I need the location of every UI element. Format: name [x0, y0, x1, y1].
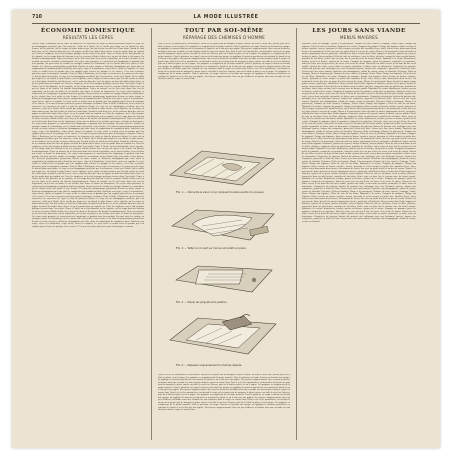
figure-3-caption: FIG. 3. — Piquer les poignets et le plastron. — [176, 301, 228, 304]
figure-2-illustration — [162, 202, 282, 246]
column-divider — [296, 28, 297, 440]
column-subtitle: RÉPARAGE DES CHEMISES D'HOMME — [182, 35, 266, 40]
figure-1-illustration — [162, 145, 282, 189]
column-economie — [32, 28, 144, 447]
column-title: TOUT PAR SOI-MÊME — [184, 28, 264, 34]
column-body: Déjeuner: Œufs au fromage, Morue à la provençale, Pommes de terre sautées, Fromage, Fruits. Dîner: Potage aux légumes, Filets de sole au vin blanc, Épinards à la crème, Compote de pommes. Potage aux légumes: faites revenir au beurre carottes, navets, poireaux et céleri coupés en petits dés; mouillez d'eau, salez, laissez cuire doucement deux heures. Au moment de servir, liez avec un jaune d'œuf et un peu de crème. Morue à la provençale: faites dessaler la morue vingt-quatre heures, pochez-la, effeuillez-la; faites revenir dans l'huile oignons et tomates, ajoutez ail et persil, mettez la morue, laissez mijoter. Filets de sole au vin blanc: levez les filets, pliez-les, rangez-les dans un plat beurré, mouillez de vin blanc, faites cuire au four, liez la cuisson avec du beurre manié. Épinards à la crème: blanchissez, hachez, passez au beurre, ajoutez de la crème. Compote de pommes: pelez les pommes, coupez-les en quartiers, faites-les cuire avec un peu d'eau, de sucre et de zeste de citron. Gâteau de riz: faites crever le riz dans du lait sucré vanillé, ajoutez des œufs, versez dans un moule caramélisé et faites cuire au bain-marie. Croquettes de poisson: hachez du poisson cuit, mélangez avec une béchamel épaisse, formez des croquettes, panez-les et faites-les frire. Servez avec une sauce tomate. Omelette aux champignons, salade de saison, crème au chocolat. Déjeuner: Œufs au fromage, Morue à la provençale, Pommes de terre sautées, Fromage, Fruits. Dîner: Potage aux légumes, Filets de sole au vin blanc, Épinards à la crème, Compote de pommes. Potage aux légumes: faites revenir au beurre carottes, navets, poireaux et céleri coupés en petits dés; mouillez d'eau, salez, laissez cuire doucement deux heures. Au moment de servir, liez avec un jaune d'œuf et un peu de crème. Morue à la provençale: faites dessaler la morue vingt-quatre heures, pochez-la, effeuillez-la; faites revenir dans l'huile oignons et tomates, ajoutez ail et persil, mettez la morue, laissez mijoter. Filets de sole au vin blanc: levez les filets, pliez-les, rangez-les dans un plat beurré, mouillez de vin blanc, faites cuire au four, liez la cuisson avec du beurre manié. Épinards à la crème: blanchissez, hachez, passez au beurre, ajoutez de la crème. Compote de pommes: pelez les pommes, coupez-les en quartiers, faites-les cuire avec un peu d'eau, de sucre et de zeste de citron. Gâteau de riz: faites crever le riz dans du lait sucré vanillé, ajoutez des œufs, versez dans un moule caramélisé et faites cuire au bain-marie. Croquettes de poisson: hachez du poisson cuit, mélangez avec une béchamel épaisse, formez des croquettes, panez-les et faites-les frire. Servez avec une sauce tomate. Omelette aux champignons, salade de saison, crème au chocolat. Déjeuner: Œufs au fromage, Morue à la provençale, Pommes de terre sautées, Fromage, Fruits. Dîner: Potage aux légumes, Filets de sole au vin blanc, Épinards à la crème, Compote de pommes. Potage aux légumes: faites revenir au beurre carottes, navets, poireaux et céleri coupés en petits dés; mouillez d'eau, salez, laissez cuire doucement deux heures. Au moment de servir, liez avec un jaune d'œuf et un peu de crème. Morue à la provençale: faites dessaler la morue vingt-quatre heures, pochez-la, effeuillez-la; faites revenir dans l'huile oignons et tomates, ajoutez ail et persil, mettez la morue, laissez mijoter. Filets de sole au vin blanc: levez les filets, pliez-les, rangez-les dans un plat beurré, mouillez de vin blanc, faites cuire au four, liez la cuisson avec du beurre manié. Épinards à la crème: blanchissez, hachez, passez au beurre, ajoutez de la crème. Compote de pommes: pelez les pommes, coupez-les en quartiers, faites-les cuire avec un peu d'eau, de sucre et de zeste de citron. Gâteau de riz: faites crever le riz dans du lait sucré vanillé, ajoutez des œufs, versez dans un moule caramélisé et faites cuire au bain-marie. Croquettes de poisson: hachez du poisson cuit, mélangez avec une béchamel épaisse, formez des croquettes, panez-les et faites-les frire. Servez avec une sauce tomate. Omelette aux champignons, salade de saison, crème au chocolat. Déjeuner: Œufs au fromage, Morue à la provençale, Pommes de terre sautées, Fromage, Fruits. Dîner: Potage aux légumes, Filets de sole au vin blanc, Épinards à la crème, Compote de pommes. Potage aux légumes: faites revenir au beurre carottes, navets, poireaux et céleri coupés en petits dés; mouillez d'eau, salez, laissez cuire doucement deux heures. Au moment de servir, liez avec un jaune d'œuf et un peu de crème. Morue à la provençale: faites dessaler la morue vingt-quatre heures, pochez-la, effeuillez-la; faites revenir dans l'huile oignons et tomates, ajoutez ail et persil, mettez la morue, laissez mijoter. Filets de sole au vin blanc: levez les filets, pliez-les, rangez-les dans un plat beurré, mouillez de vin blanc, faites cuire au four, liez la cuisson avec du beurre manié. Épinards à la crème: blanchissez, hachez, passez au beurre, ajoutez de la crème. Compote de pommes: pelez les pommes, coupez-les en quartiers, faites-les cuire avec un peu d'eau, de sucre et de zeste de citron. Gâteau de riz: faites crever le riz dans du lait sucré vanillé, ajoutez des œufs, versez dans un moule caramélisé et faites cuire au bain-marie. Croquettes de poisson: hachez du poisson cuit, mélangez avec une béchamel épaisse, formez des croquettes, panez-les et faites-les frire. Servez avec une sauce tomate. Omelette aux champignons, salade de saison, crème au chocolat. Déjeuner: Œufs au fromage, Morue à la provençale, Pommes de terre sautées, Fromage, Fruits. Dîner: Potage aux légumes, Filets de sole au vin blanc, Épinards à la crème, Compote de pommes. Potage aux légumes: faites revenir au beurre carottes, navets, poireaux et céleri coupés en petits dés; mouillez d'eau, salez, laissez cuire doucement deux heures. Au moment de servir, liez avec un jaune d'œuf et un peu de crème. Morue à la provençale: faites dessaler la morue vingt-quatre heures, pochez-la, effeuillez-la; faites revenir dans l'huile oignons et tomates, ajoutez ail et persil, mettez la morue, laissez mijoter. Filets de sole au vin blanc: levez les filets, pliez-les, rangez-les dans un plat beurré, mouillez de vin blanc, faites cuire au four, liez la cuisson avec du beurre manié. Épinards à la crème: blanchissez, hachez, passez au beurre, ajoutez de la crème. Compote de pommes: pelez les pommes, coupez-les en quartiers, faites-les cuire avec un peu d'eau, de sucre et de zeste de citron. Gâteau de riz: faites crever le riz dans du lait sucré vanillé, ajoutez des œufs, versez dans un moule caramélisé et faites cuire au bain-marie. Croquettes de poisson: hachez du poisson cuit, mélangez avec une béchamel épaisse, formez des croquettes, panez-les et faites-les frire. Servez avec une sauce tomate. Omelette aux champignons, salade de saison, crème au chocolat. Déjeuner: Œufs au fromage, Morue à la provençale, Pommes de terre sautées, Fromage, Fruits. Dîner: Potage aux légumes, Filets de sole au vin blanc, Épinards à la crème, Compote de pommes. Potage aux légumes: faites revenir au beurre carottes, navets, poireaux et céleri coupés en petits dés; mouillez d'eau, salez, laissez cuire doucement deux heures. Au moment de servir, liez avec un jaune d'œuf et un peu de crème. Morue à la provençale: faites dessaler la morue vingt-quatre heures, pochez-la, effeuillez-la; faites revenir dans l'huile oignons et tomates, ajoutez ail et persil, mettez la morue, laissez mijoter. Filets de sole au vin blanc: levez les filets, pliez-les, rangez-les dans un plat beurré, mouillez de vin blanc, faites cuire au four, liez la cuisson avec du beurre manié. Épinards à la crème: blanchissez, hachez, passez au beurre, ajoutez de la crème. Compote de pommes: pelez les pommes, coupez-les en quartiers, faites-les cuire avec un peu d'eau, de sucre et de zeste de citron. Gâteau de riz: faites crever le riz dans du lait sucré vanillé, ajoutez des œufs, versez dans un moule caramélisé et faites cuire au bain-marie. Croquettes de poisson: hachez du poisson cuit, mélangez avec une béchamel épaisse, formez des croquettes, panez-les et faites-les frire. Servez avec une sauce tomate. Omelette aux champignons, salade de saison, crème au chocolat. — [302, 43, 416, 223]
figure-4-illustration — [162, 310, 282, 362]
figure-3-illustration — [162, 258, 282, 300]
header-rule — [32, 23, 420, 24]
publication-title: LA MODE ILLUSTRÉE — [193, 15, 259, 20]
column-jours-sans-viande — [302, 28, 416, 447]
page-number: 710 — [32, 15, 43, 20]
magazine-page — [12, 10, 440, 448]
column-title: LES JOURS SANS VIANDE — [312, 28, 406, 34]
figure-2-caption: FIG. 2. — Tailler le col neuf sur l'ancien et le bâtir en place. — [176, 247, 247, 250]
column-subtitle: MENUS MAIGRES — [340, 35, 378, 40]
column-title: ÉCONOMIE DOMESTIQUE — [40, 28, 136, 34]
column-tout-par-soi-meme — [158, 28, 290, 151]
column-subtitle: RÉSULTATS LES CÈPES — [62, 35, 114, 40]
column-body-continued — [158, 374, 290, 438]
column-body-continued-text: Pour le col et les manchettes, on découd le vieux col en ayant soin de marquer la place exacte; on taille le neuf sur l'ancien, puis on le bâtit en place et on le pique. Les poignets se remplacent de la même manière. Pour le plastron, on coupe l'ancien en laissant une marge; on applique le nouveau par-dessus en rentrant les bords et on le fixe par une piqûre. On repasse soigneusement. Avec un peu d'adresse on donne ainsi une seconde vie aux chemises dont le corps est encore bon. Pour le col et les manchettes, on découd le vieux col en ayant soin de marquer la place exacte; on taille le neuf sur l'ancien, puis on le bâtit en place et on le pique. Les poignets se remplacent de la même manière. Pour le plastron, on coupe l'ancien en laissant une marge; on applique le nouveau par-dessus en rentrant les bords et on le fixe par une piqûre. On repasse soigneusement. Avec un peu d'adresse on donne ainsi une seconde vie aux chemises dont le corps est encore bon. Pour le col et les manchettes, on découd le vieux col en ayant soin de marquer la place exacte; on taille le neuf sur l'ancien, puis on le bâtit en place et on le pique. Les poignets se remplacent de la même manière. Pour le plastron, on coupe l'ancien en laissant une marge; on applique le nouveau par-dessus en rentrant les bords et on le fixe par une piqûre. On repasse soigneusement. Avec un peu d'adresse on donne ainsi une seconde vie aux chemises dont le corps est encore bon. Pour le col et les manchettes, on découd le vieux col en ayant soin de marquer la place exacte; on taille le neuf sur l'ancien, puis on le bâtit en place et on le pique. Les poignets se remplacent de la même manière. Pour le plastron, on coupe l'ancien en laissant une marge; on applique le nouveau par-dessus en rentrant les bords et on le fixe par une piqûre. On repasse soigneusement. Avec un peu d'adresse on donne ainsi une seconde vie aux chemises dont le corps est encore bon. — [158, 374, 290, 411]
column-body: Dans le Midi, à Bordeaux, on les cèpes en conserves; les conserves de cèpes se font de plusieurs façons. Le cèpe est un champignon excellent, que l'on conserve, séché ou à l'huile. On le cueille par temps sec; on choisit les plus fermes, on les épluche, on les coupe en lames minces que l'on fait sécher au soleil ou à four doux. Quand ils sont bien secs, on les enferme dans des sacs de papier ou dans des boîtes bien closes et on les garde dans un endroit sec. Pour les employer, on les fait tremper quelques heures dans l'eau tiède. Cèpes à l'huile: on les fait blanchir, on les égoutte, on les range dans des bocaux et on les recouvre d'huile d'olive avec un peu de thym et de laurier. On bouche hermétiquement. Cèpes au naturel: on les fait cuire dans leur eau de végétation, on les met en boîtes et on stérilise une heure et demie au bain-marie. Les cèpes ainsi préparés se conservent très longtemps et gardent tout leur parfum. On peut aussi les confire au vinaigre comme les cornichons; on les choisit alors très petits et très fermes. Ces diverses préparations permettent d'avoir en toute saison ce délicieux champignon qui entre dans la composition de nombreux plats. Omelette aux cèpes, cèpes à la bordelaise, cèpes farcis, sauces et ragoûts. Le cèpe séché se réduit aussi en poudre que l'on emploie pour relever les potages et les sauces. C'est une ressource précieuse pour la ménagère économe. Dans le Midi, à Bordeaux, on les cèpes en conserves; les conserves de cèpes se font de plusieurs façons. Le cèpe est un champignon excellent, que l'on conserve, séché ou à l'huile. On le cueille par temps sec; on choisit les plus fermes, on les épluche, on les coupe en lames minces que l'on fait sécher au soleil ou à four doux. Quand ils sont bien secs, on les enferme dans des sacs de papier ou dans des boîtes bien closes et on les garde dans un endroit sec. Pour les employer, on les fait tremper quelques heures dans l'eau tiède. Cèpes à l'huile: on les fait blanchir, on les égoutte, on les range dans des bocaux et on les recouvre d'huile d'olive avec un peu de thym et de laurier. On bouche hermétiquement. Cèpes au naturel: on les fait cuire dans leur eau de végétation, on les met en boîtes et on stérilise une heure et demie au bain-marie. Les cèpes ainsi préparés se conservent très longtemps et gardent tout leur parfum. On peut aussi les confire au vinaigre comme les cornichons; on les choisit alors très petits et très fermes. Ces diverses préparations permettent d'avoir en toute saison ce délicieux champignon qui entre dans la composition de nombreux plats. Omelette aux cèpes, cèpes à la bordelaise, cèpes farcis, sauces et ragoûts. Le cèpe séché se réduit aussi en poudre que l'on emploie pour relever les potages et les sauces. C'est une ressource précieuse pour la ménagère économe. Dans le Midi, à Bordeaux, on les cèpes en conserves; les conserves de cèpes se font de plusieurs façons. Le cèpe est un champignon excellent, que l'on conserve, séché ou à l'huile. On le cueille par temps sec; on choisit les plus fermes, on les épluche, on les coupe en lames minces que l'on fait sécher au soleil ou à four doux. Quand ils sont bien secs, on les enferme dans des sacs de papier ou dans des boîtes bien closes et on les garde dans un endroit sec. Pour les employer, on les fait tremper quelques heures dans l'eau tiède. Cèpes à l'huile: on les fait blanchir, on les égoutte, on les range dans des bocaux et on les recouvre d'huile d'olive avec un peu de thym et de laurier. On bouche hermétiquement. Cèpes au naturel: on les fait cuire dans leur eau de végétation, on les met en boîtes et on stérilise une heure et demie au bain-marie. Les cèpes ainsi préparés se conservent très longtemps et gardent tout leur parfum. On peut aussi les confire au vinaigre comme les cornichons; on les choisit alors très petits et très fermes. Ces diverses préparations permettent d'avoir en toute saison ce délicieux champignon qui entre dans la composition de nombreux plats. Omelette aux cèpes, cèpes à la bordelaise, cèpes farcis, sauces et ragoûts. Le cèpe séché se réduit aussi en poudre que l'on emploie pour relever les potages et les sauces. C'est une ressource précieuse pour la ménagère économe. Dans le Midi, à Bordeaux, on les cèpes en conserves; les conserves de cèpes se font de plusieurs façons. Le cèpe est un champignon excellent, que l'on conserve, séché ou à l'huile. On le cueille par temps sec; on choisit les plus fermes, on les épluche, on les coupe en lames minces que l'on fait sécher au soleil ou à four doux. Quand ils sont bien secs, on les enferme dans des sacs de papier ou dans des boîtes bien closes et on les garde dans un endroit sec. Pour les employer, on les fait tremper quelques heures dans l'eau tiède. Cèpes à l'huile: on les fait blanchir, on les égoutte, on les range dans des bocaux et on les recouvre d'huile d'olive avec un peu de thym et de laurier. On bouche hermétiquement. Cèpes au naturel: on les fait cuire dans leur eau de végétation, on les met en boîtes et on stérilise une heure et demie au bain-marie. Les cèpes ainsi préparés se conservent très longtemps et gardent tout leur parfum. On peut aussi les confire au vinaigre comme les cornichons; on les choisit alors très petits et très fermes. Ces diverses préparations permettent d'avoir en toute saison ce délicieux champignon qui entre dans la composition de nombreux plats. Omelette aux cèpes, cèpes à la bordelaise, cèpes farcis, sauces et ragoûts. Le cèpe séché se réduit aussi en poudre que l'on emploie pour relever les potages et les sauces. C'est une ressource précieuse pour la ménagère économe. Dans le Midi, à Bordeaux, on les cèpes en conserves; les conserves de cèpes se font de plusieurs façons. Le cèpe est un champignon excellent, que l'on conserve, séché ou à l'huile. On le cueille par temps sec; on choisit les plus fermes, on les épluche, on les coupe en lames minces que l'on fait sécher au soleil ou à four doux. Quand ils sont bien secs, on les enferme dans des sacs de papier ou dans des boîtes bien closes et on les garde dans un endroit sec. Pour les employer, on les fait tremper quelques heures dans l'eau tiède. Cèpes à l'huile: on les fait blanchir, on les égoutte, on les range dans des bocaux et on les recouvre d'huile d'olive avec un peu de thym et de laurier. On bouche hermétiquement. Cèpes au naturel: on les fait cuire dans leur eau de végétation, on les met en boîtes et on stérilise une heure et demie au bain-marie. Les cèpes ainsi préparés se conservent très longtemps et gardent tout leur parfum. On peut aussi les confire au vinaigre comme les cornichons; on les choisit alors très petits et très fermes. Ces diverses préparations permettent d'avoir en toute saison ce délicieux champignon qui entre dans la composition de nombreux plats. Omelette aux cèpes, cèpes à la bordelaise, cèpes farcis, sauces et ragoûts. Le cèpe séché se réduit aussi en poudre que l'on emploie pour relever les potages et les sauces. C'est une ressource précieuse pour la ménagère économe. Dans le Midi, à Bordeaux, on les cèpes en conserves; les conserves de cèpes se font de plusieurs façons. Le cèpe est un champignon excellent, que l'on conserve, séché ou à l'huile. On le cueille par temps sec; on choisit les plus fermes, on les épluche, on les coupe en lames minces que l'on fait sécher au soleil ou à four doux. Quand ils sont bien secs, on les enferme dans des sacs de papier ou dans des boîtes bien closes et on les garde dans un endroit sec. Pour les employer, on les fait tremper quelques heures dans l'eau tiède. Cèpes à l'huile: on les fait blanchir, on les égoutte, on les range dans des bocaux et on les recouvre d'huile d'olive avec un peu de thym et de laurier. On bouche hermétiquement. Cèpes au naturel: on les fait cuire dans leur eau de végétation, on les met en boîtes et on stérilise une heure et demie au bain-marie. Les cèpes ainsi préparés se conservent très longtemps et gardent tout leur parfum. On peut aussi les confire au vinaigre comme les cornichons; on les choisit alors très petits et très fermes. Ces diverses préparations permettent d'avoir en toute saison ce délicieux champignon qui entre dans la composition de nombreux plats. Omelette aux cèpes, cèpes à la bordelaise, cèpes farcis, sauces et ragoûts. Le cèpe séché se réduit aussi en poudre que l'on emploie pour relever les potages et les sauces. C'est une ressource précieuse pour la ménagère économe. — [32, 43, 144, 228]
figure-4-caption: FIG. 4. — Repasser soigneusement la chemise réparée. — [176, 364, 243, 367]
column-body: Pour le col et les manchettes, on découd le vieux col en ayant soin de marquer la place exacte; on taille le neuf sur l'ancien, puis on le bâtit en place et on le pique. Les poignets se remplacent de la même manière. Pour le plastron, on coupe l'ancien en laissant une marge; on applique le nouveau par-dessus en rentrant les bords et on le fixe par une piqûre. On repasse soigneusement. Avec un peu d'adresse on donne ainsi une seconde vie aux chemises dont le corps est encore bon. Pour le col et les manchettes, on découd le vieux col en ayant soin de marquer la place exacte; on taille le neuf sur l'ancien, puis on le bâtit en place et on le pique. Les poignets se remplacent de la même manière. Pour le plastron, on coupe l'ancien en laissant une marge; on applique le nouveau par-dessus en rentrant les bords et on le fixe par une piqûre. On repasse soigneusement. Avec un peu d'adresse on donne ainsi une seconde vie aux chemises dont le corps est encore bon. Pour le col et les manchettes, on découd le vieux col en ayant soin de marquer la place exacte; on taille le neuf sur l'ancien, puis on le bâtit en place et on le pique. Les poignets se remplacent de la même manière. Pour le plastron, on coupe l'ancien en laissant une marge; on applique le nouveau par-dessus en rentrant les bords et on le fixe par une piqûre. On repasse soigneusement. Avec un peu d'adresse on donne ainsi une seconde vie aux chemises dont le corps est encore bon. Pour le col et les manchettes, on découd le vieux col en ayant soin de marquer la place exacte; on taille le neuf sur l'ancien, puis on le bâtit en place et on le pique. Les poignets se remplacent de la même manière. Pour le plastron, on coupe l'ancien en laissant une marge; on applique le nouveau par-dessus en rentrant les bords et on le fixe par une piqûre. On repasse soigneusement. Avec un peu d'adresse on donne ainsi une seconde vie aux chemises dont le corps est encore bon. — [158, 43, 290, 80]
column-divider — [151, 28, 152, 440]
figure-1-caption: FIG. 1. — Découdre le vieux col en marquant la place exacte du nouveau. — [176, 191, 265, 194]
